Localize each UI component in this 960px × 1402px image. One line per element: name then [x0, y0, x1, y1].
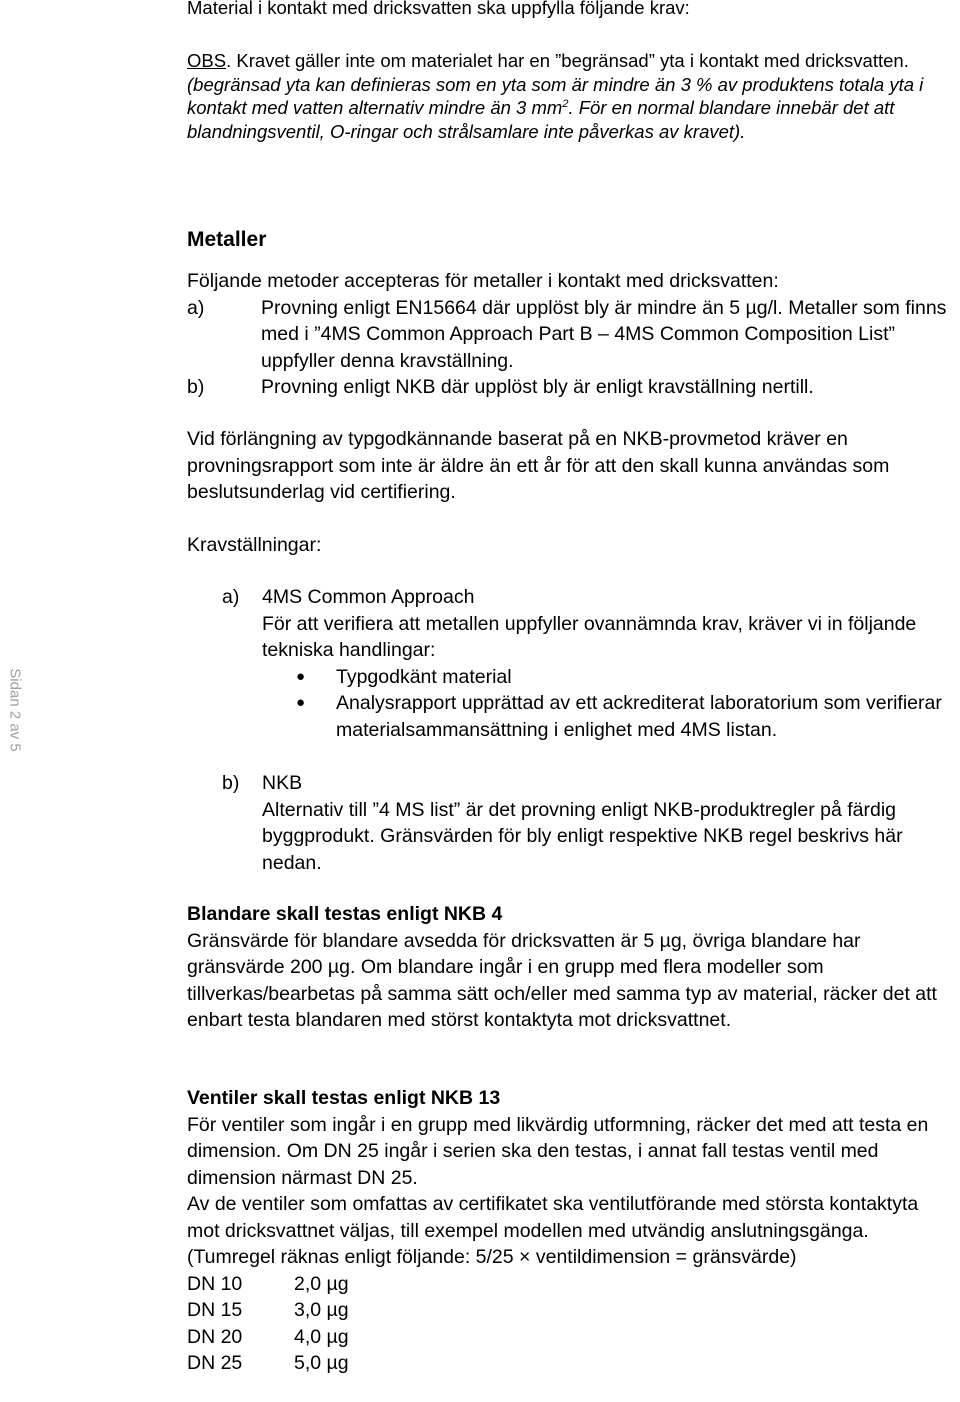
valves-text-2: Av de ventiler som omfattas av certifikatet ska ventilutförande med största kontaktyta mot dricksvattnet väljas, till exempel modellen med utvändig anslutningsgänga. — [187, 1193, 919, 1242]
dn-label: DN 20 — [187, 1325, 243, 1348]
requirement-a-title: 4MS Common Approach — [262, 586, 475, 608]
requirement-a-text: För att verifiera att metallen uppfyller ovannämnda krav, kräver vi in följande tekniska handlingar: — [262, 612, 917, 661]
metals-heading: Metaller — [187, 228, 267, 251]
limited-area-text-2: . För en normal blandare innebär det att blandningsventil, O-ringar och strålsamlare inte påverkas av kravet). — [187, 97, 895, 142]
dn-label: DN 15 — [187, 1299, 243, 1321]
superscript-2: 2 — [562, 97, 569, 110]
extension-paragraph: Vid förlängning av typgodkännande baserat på en NKB-provmetod kräver en provningsrapport som inte är äldre än ett år för att den skall kunna användas som beslutsunderlag vid certifiering. — [187, 428, 890, 503]
dn-label: DN 25 — [187, 1352, 243, 1374]
dn-value: 3,0 µg — [294, 1299, 349, 1321]
valves-text-1: För ventiler som ingår i en grupp med likvärdig utformning, räcker det med att testa en dimension. Om DN 25 ingår i serien ska den testas, i annat fall testas ventil med dimension närmast DN 25. — [187, 1113, 929, 1189]
requirement-b-text: Alternativ till ”4 MS list” är det provning enligt NKB-produktregler på färdig byggprodukt. Gränsvärden för bly enligt respektive NKB regel beskrivs här nedan. — [262, 798, 903, 874]
list-item: ● Typgodkänt material — [262, 664, 957, 691]
list-item-text: Provning enligt EN15664 där upplöst bly är mindre än 5 µg/l. Metaller som finns med i ”4MS Common Approach Part B – 4MS Common Composition List” uppfyller denna kravställning. — [261, 296, 947, 372]
valves-heading: Ventiler skall testas enligt NKB 13 — [187, 1087, 501, 1109]
dn-label: DN 10 — [187, 1272, 243, 1295]
list-item-text: Provning enligt NKB där upplöst bly är enligt kravställning nertill. — [261, 376, 814, 398]
table-row — [187, 1324, 955, 1351]
bullet-icon: ● — [296, 694, 306, 711]
intro-line: Material i kontakt med dricksvatten ska uppfylla följande krav: — [187, 0, 690, 18]
valves-section — [187, 1085, 955, 1377]
dn-value: 5,0 µg — [294, 1352, 349, 1374]
mixers-heading: Blandare skall testas enligt NKB 4 — [187, 903, 503, 925]
page-number-side-label — [0, 640, 30, 780]
bullet-icon: ● — [296, 667, 306, 685]
metals-lead: Följande metoder accepteras för metaller i kontakt med dricksvatten: — [187, 270, 779, 292]
list-marker: b) — [222, 772, 240, 794]
list-marker: a) — [222, 586, 240, 608]
list-marker: a) — [187, 296, 205, 319]
table-row — [187, 1297, 955, 1324]
mixers-section — [187, 901, 955, 1034]
requirement-a — [222, 584, 957, 743]
obs-text: . Kravet gäller inte om materialet har en ”begränsad” yta i kontakt med dricksvatten. — [226, 50, 909, 71]
page-number-text: Sidan 2 av 5 — [6, 668, 24, 752]
metals-item-a — [187, 295, 955, 375]
dn-value: 2,0 µg — [294, 1272, 349, 1295]
mixers-text: Gränsvärde för blandare avsedda för dricksvatten är 5 µg, övriga blandare har gränsvärde 200 µg. Om blandare ingår i en grupp med flera modeller som tillverkas/bearbetas på samma sätt och/eller med samma typ av material, räcker det att enbart testa blandaren med störst kontaktyta mot dricksvattnet. — [187, 929, 937, 1031]
list-item: ● Analysrapport upprättad av ett ackrediterat laboratorium som verifierar materialsammansättning i enlighet med 4MS listan. — [296, 692, 942, 741]
requirement-b — [222, 770, 957, 876]
bullet-list — [262, 664, 957, 744]
requirement-b-title: NKB — [262, 772, 303, 794]
obs-label: OBS — [187, 50, 227, 71]
list-marker: b) — [187, 376, 205, 398]
metals-item-b — [187, 374, 955, 401]
metals-section — [187, 268, 955, 401]
requirements-heading: Kravställningar: — [187, 534, 322, 556]
obs-paragraph — [187, 49, 955, 143]
table-row — [187, 1271, 955, 1298]
limited-area-text-1: (begränsad yta kan definieras som en yta som är mindre än 3 % av produktens totala yta i kontakt med vatten alternativ mindre än 3 mm — [187, 73, 924, 118]
dn-table — [187, 1271, 955, 1377]
dn-value: 4,0 µg — [294, 1325, 349, 1348]
valves-rule: (Tumregel räknas enligt följande: 5/25 × ventildimension = gränsvärde) — [187, 1246, 797, 1268]
table-row — [187, 1350, 955, 1377]
